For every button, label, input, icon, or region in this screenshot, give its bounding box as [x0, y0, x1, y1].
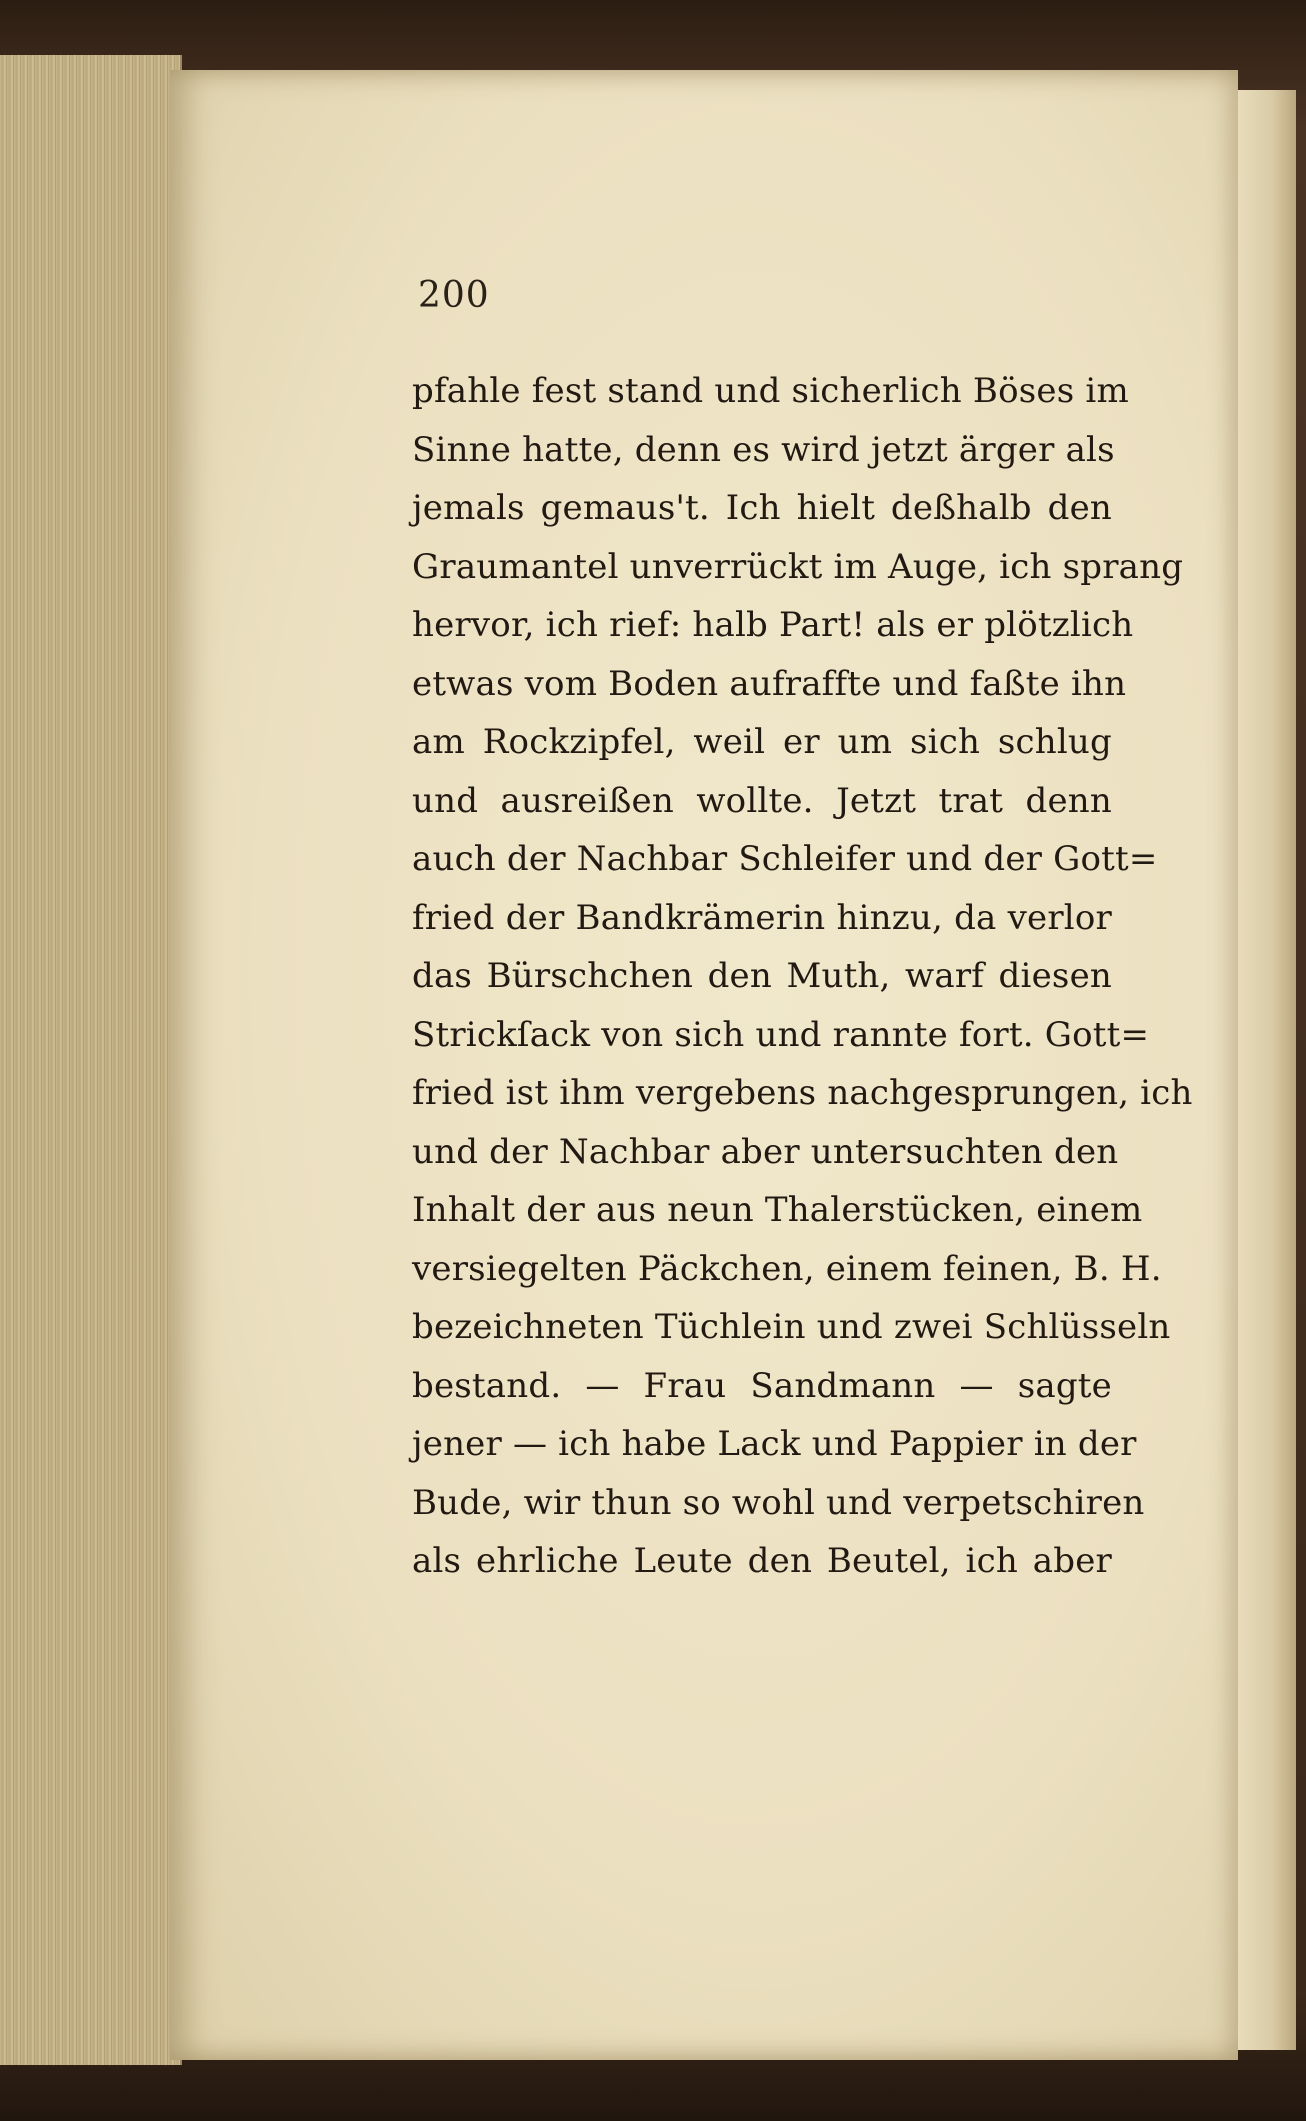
text-line: etwas vom Boden aufraffte und faßte ihn — [412, 663, 1127, 704]
text-line: jemals gemaus't. Ich hielt deßhalb den — [412, 488, 1112, 528]
text-line: hervor, ich rief: halb Part! als er plötzlich — [412, 605, 1134, 645]
text-line: jener — ich habe Lack und Pappier in der — [412, 1424, 1137, 1464]
text-line: das Bürschchen den Muth, warf diesen — [412, 956, 1112, 996]
text-line: auch der Nachbar Schleifer und der Gott= — [412, 839, 1158, 879]
text-line: Bude, wir thun so wohl und verpetschiren — [412, 1482, 1145, 1523]
text-line: Graumantel unverrückt im Auge, ich sprang — [412, 546, 1184, 587]
page-number: 200 — [418, 275, 490, 316]
text-line: Inhalt der aus neun Thalerstücken, einem — [412, 1190, 1143, 1230]
body-text — [412, 362, 1193, 1591]
text-line: und der Nachbar aber untersuchten den — [412, 1131, 1119, 1172]
text-line: fried der Bandkrämerin hinzu, da verlor — [412, 897, 1112, 938]
text-line: bestand. — Frau Sandmann — sagte — [412, 1365, 1112, 1406]
text-line: fried ist ihm vergebens nachgesprungen, ich — [412, 1073, 1193, 1113]
text-line: am Rockzipfel, weil er um sich schlug — [412, 722, 1112, 762]
text-line: und ausreißen wollte. Jetzt trat denn — [412, 780, 1112, 821]
text-line: bezeichneten Tüchlein und zwei Schlüsseln — [412, 1307, 1171, 1347]
text-line: als ehrliche Leute den Beutel, ich aber — [412, 1541, 1112, 1581]
text-line: pfahle fest stand und sicherlich Böses im — [412, 371, 1129, 411]
text-line: versiegelten Päckchen, einem feinen, B. H. — [412, 1248, 1162, 1289]
text-line: Strickſack von sich und rannte fort. Gott= — [412, 1014, 1150, 1055]
text-line: Sinne hatte, denn es wird jetzt ärger als — [412, 429, 1115, 470]
